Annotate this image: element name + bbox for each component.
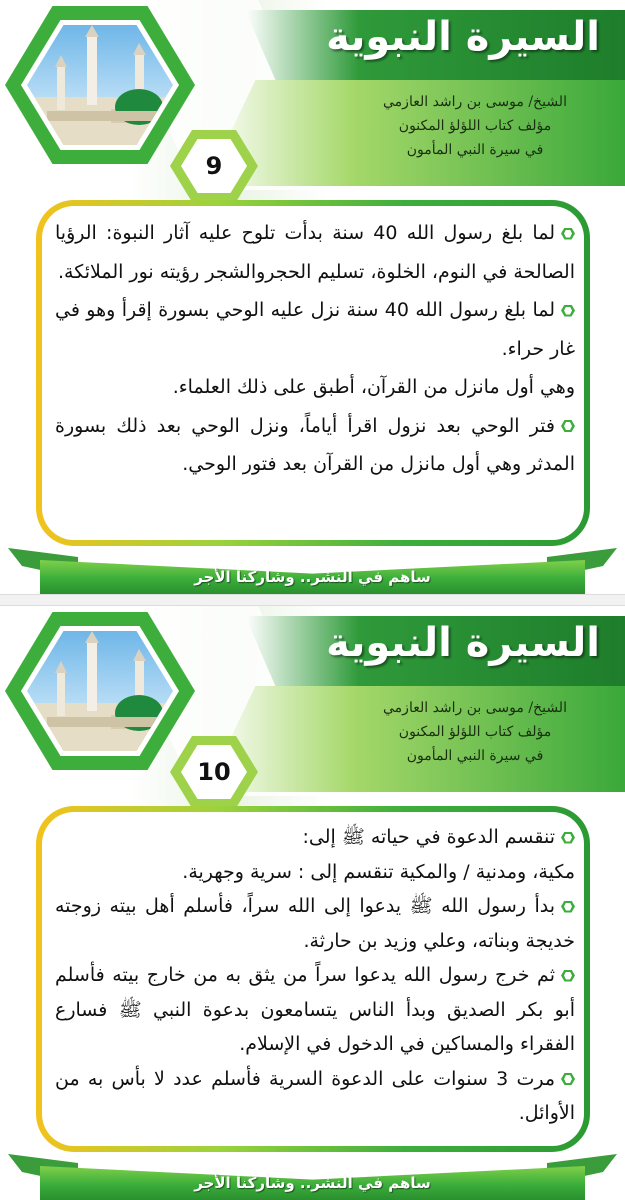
paragraph-1-text: لما بلغ رسول الله 40 سنة بدأت تلوح عليه آثار النبوة: الرؤيا الصالحة في النوم، الخلوة، تسليم الحجروالشجر رؤيته نور الملائكة. [55, 222, 575, 283]
card-separator [0, 594, 625, 606]
content-text [55, 820, 575, 1131]
paragraph-5-text: مرت 3 سنوات على الدعوة السرية فأسلم عدد لا بأس به من الأوائل. [55, 1067, 575, 1124]
card-10 [0, 606, 625, 1200]
footer-text: ساهم في النشر.. وشاركنا الأجر [194, 568, 431, 586]
paragraph-4 [55, 958, 575, 1062]
card-number: 10 [197, 758, 231, 786]
paragraph-3-text: بدأ رسول الله ﷺ يدعوا إلى الله سراً، فأسلم أهل بيته زوجته خديجة وبناته، وعلي وزيد بن حارثة. [55, 895, 575, 952]
author-info [325, 696, 625, 768]
paragraph-4-text: فتر الوحي بعد نزول اقرأ أياماً، ونزل الوحي بعد ذلك بسورة المدثر وهي أول مانزل من القرآن بعد فتور الوحي. [55, 414, 575, 475]
paragraph-4-text: ثم خرج رسول الله يدعوا سراً من يثق به من خارج بيته فأسلم أبو بكر الصديق وبدأ الناس يتسامعون بدعوة النبي ﷺ فسارع الفقراء والمساكين في الدخول في الإسلام. [55, 964, 575, 1055]
paragraph-2 [55, 855, 575, 890]
author-name: الشيخ/ موسى بن راشد العازمي [383, 700, 567, 716]
paragraph-2-text: مكية، ومدنية / والمكية تنقسم إلى : سرية وجهرية. [182, 860, 575, 883]
book-title: مؤلف كتاب اللؤلؤ المكنون [398, 724, 552, 740]
card-number: 9 [205, 152, 223, 180]
card-title: السيرة النبوية [326, 14, 600, 60]
footer-text: ساهم في النشر.. وشاركنا الأجر [194, 1174, 431, 1192]
paragraph-1 [55, 214, 575, 291]
hexagon-bullet-icon [561, 970, 575, 982]
paragraph-3 [55, 368, 575, 407]
paragraph-4 [55, 407, 575, 484]
author-info [325, 90, 625, 162]
hexagon-bullet-icon [561, 1073, 575, 1085]
paragraph-3-text: وهي أول مانزل من القرآن، أطبق على ذلك العلماء. [172, 376, 575, 398]
book-subtitle: في سيرة النبي المأمون [406, 142, 544, 158]
hexagon-bullet-icon [561, 420, 575, 432]
paragraph-2-text: لما بلغ رسول الله 40 سنة نزل عليه الوحي بسورة إقرأ وهو في غار حراء. [55, 299, 575, 360]
paragraph-1-text: تنقسم الدعوة في حياته ﷺ إلى: [302, 826, 555, 848]
hexagon-bullet-icon [561, 228, 575, 240]
hexagon-bullet-icon [561, 832, 575, 844]
paragraph-3 [55, 889, 575, 958]
card-9 [0, 0, 625, 594]
hexagon-bullet-icon [561, 901, 575, 913]
card-title: السيرة النبوية [326, 620, 600, 666]
paragraph-5 [55, 1062, 575, 1131]
paragraph-2 [55, 291, 575, 368]
book-title: مؤلف كتاب اللؤلؤ المكنون [398, 118, 552, 134]
book-subtitle: في سيرة النبي المأمون [406, 748, 544, 764]
content-text [55, 214, 575, 484]
paragraph-1 [55, 820, 575, 855]
hexagon-bullet-icon [561, 305, 575, 317]
author-name: الشيخ/ موسى بن راشد العازمي [383, 94, 567, 110]
